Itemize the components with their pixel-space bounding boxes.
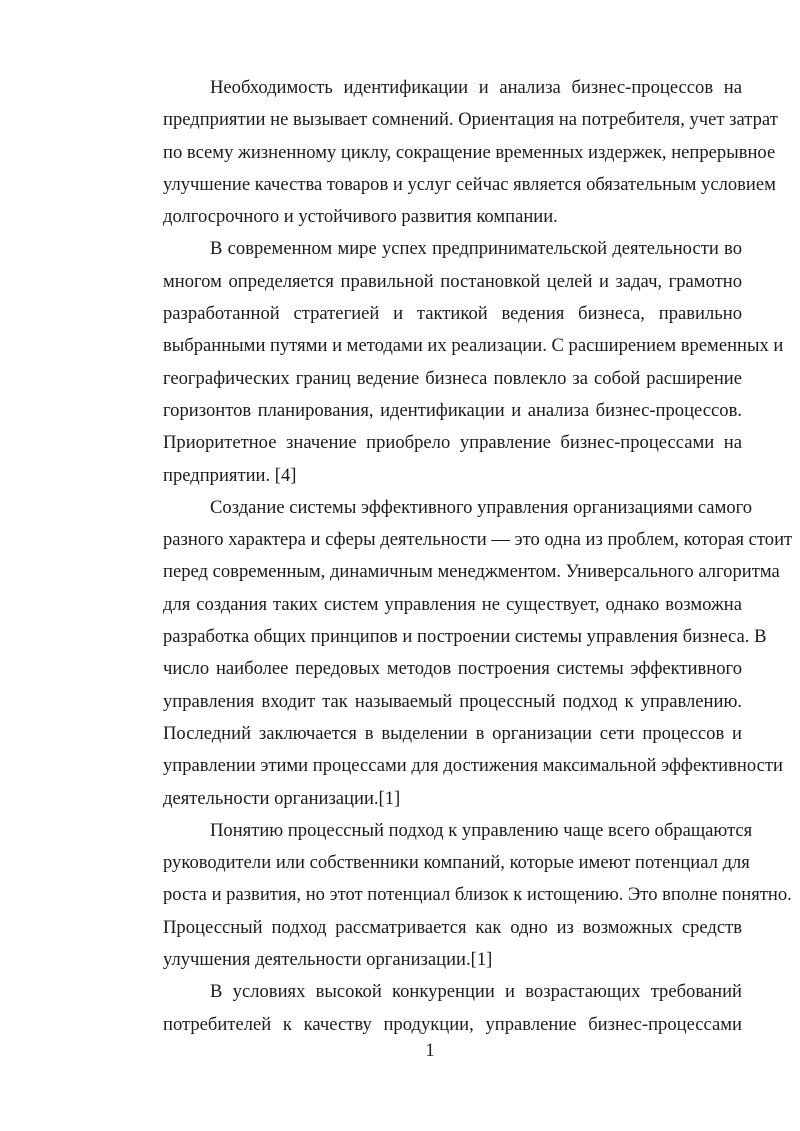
text-line: руководители или собственники компаний, которые имеют потенциал для — [163, 852, 750, 874]
text-line: улучшение качества товаров и услуг сейчас является обязательным условием — [163, 173, 776, 195]
paragraph — [116, 233, 784, 491]
paragraph — [116, 815, 792, 976]
text-line: Процессный подход рассматривается как одно из возможных средств — [163, 916, 742, 938]
page-number: 1 — [425, 1040, 435, 1061]
text-line: число наиболее передовых методов построения системы эффективного — [163, 658, 742, 680]
text-line: разработанной стратегией и тактикой ведения бизнеса, правильно — [163, 303, 742, 325]
text-line: разного характера и сферы деятельности — это одна из проблем, которая стоит — [163, 529, 793, 551]
text-line: долгосрочного и устойчивого развития компании. — [163, 206, 558, 228]
text-line: разработка общих принципов и построении системы управления бизнеса. В — [163, 626, 767, 648]
body-text — [116, 72, 793, 1041]
paragraph — [116, 976, 742, 1041]
text-line: горизонтов планирования, идентификации и анализа бизнес-процессов. — [163, 399, 742, 421]
text-line: по всему жизненному циклу, сокращение временных издержек, непрерывное — [163, 141, 776, 163]
text-line: управлении этими процессами для достижения максимальной эффективности — [163, 755, 783, 777]
paragraph — [116, 72, 778, 233]
text-line: Необходимость идентификации и анализа бизнес-процессов на — [210, 77, 742, 98]
text-line: выбранными путями и методами их реализации. С расширением временных и — [163, 335, 784, 357]
text-line: предприятии. [4] — [163, 464, 297, 486]
text-line: многом определяется правильной постановкой целей и задач, грамотно — [163, 270, 742, 292]
text-line: Создание системы эффективного управления организациями самого — [210, 496, 753, 518]
text-line: перед современным, динамичным менеджментом. Универсального алгоритма — [163, 561, 780, 583]
text-line: В современном мире успех предпринимательской деятельности во — [210, 238, 742, 260]
text-line: географических границ ведение бизнеса повлекло за собой расширение — [163, 367, 742, 389]
text-line: деятельности организации.[1] — [163, 787, 401, 809]
text-line: Последний заключается в выделении в организации сети процессов и — [163, 722, 742, 744]
text-line: потребителей к качеству продукции, управление бизнес-процессами — [163, 1013, 742, 1035]
text-line: для создания таких систем управления не существует, однако возможна — [163, 593, 742, 615]
text-line: улучшения деятельности организации.[1] — [163, 949, 493, 971]
text-line: управления входит так называемый процессный подход к управлению. — [163, 690, 742, 712]
text-line: Понятию процессный подход к управлению чаще всего обращаются — [210, 819, 753, 841]
text-line: Приоритетное значение приобрело управление бизнес-процессами на — [163, 432, 742, 454]
text-line: В условиях высокой конкуренции и возрастающих требований — [210, 981, 742, 1003]
paragraph — [116, 492, 793, 815]
text-line: предприятии не вызывает сомнений. Ориентация на потребителя, учет затрат — [163, 109, 778, 131]
text-line: роста и развития, но этот потенциал близок к истощению. Это вполне понятно. — [163, 884, 792, 906]
